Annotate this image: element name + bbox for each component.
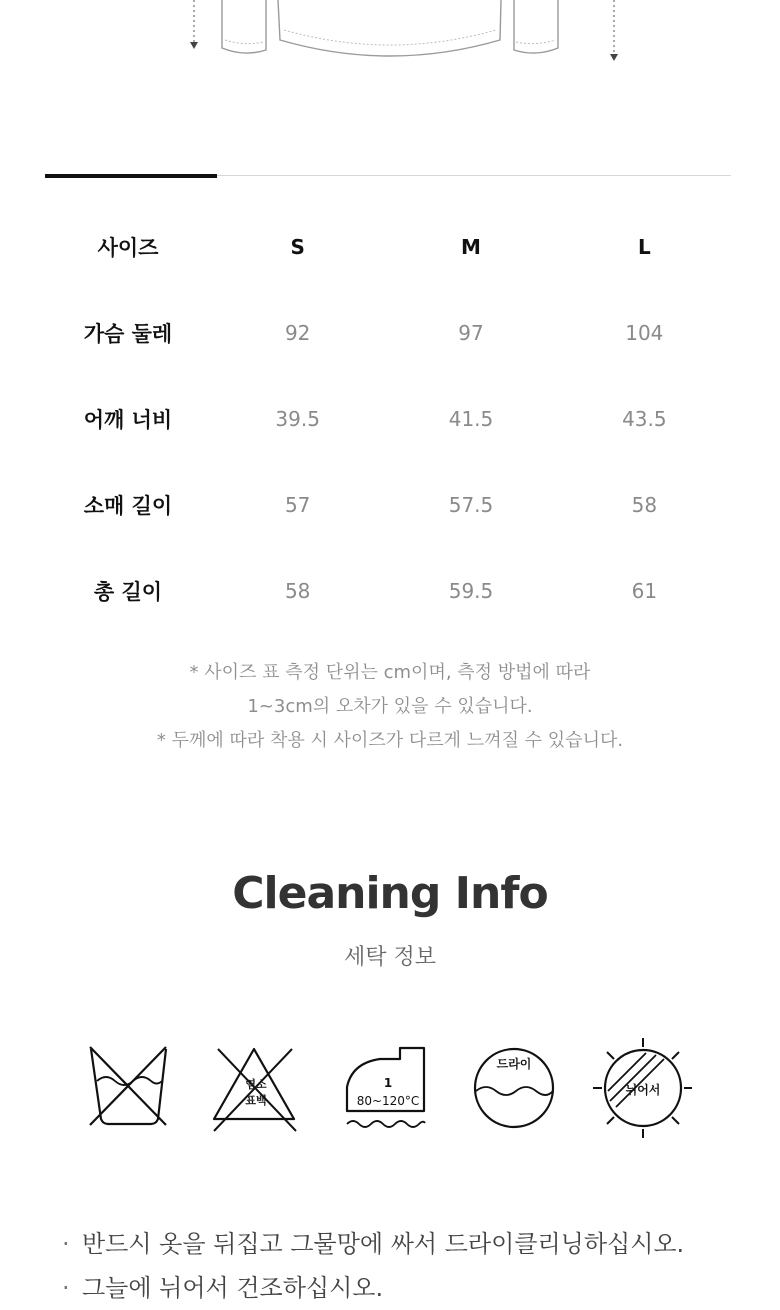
table-cell: 43.5 <box>622 407 667 431</box>
care-icons <box>0 1035 780 1145</box>
table-cell: 39.5 <box>275 407 320 431</box>
flat-dry-text: 뉘어서 <box>625 1083 661 1097</box>
size-table <box>45 204 731 634</box>
iron-temperature-text: 80~120°C <box>356 1094 420 1108</box>
table-cell: 58 <box>284 579 311 603</box>
garment-measurement-illustration <box>0 0 780 80</box>
row-label-shoulder: 어깨 너비 <box>83 408 173 432</box>
no-bleach-icon <box>214 1049 296 1131</box>
size-note-line: * 두께에 따라 착용 시 사이즈가 다르게 느껴질 수 있습니다. <box>156 730 624 751</box>
bullet-icon: · <box>62 1230 70 1258</box>
care-instructions <box>62 1222 762 1310</box>
no-bleach-text-line2: 표백 <box>245 1094 267 1107</box>
table-cell: 57 <box>284 493 311 517</box>
table-row <box>45 548 731 634</box>
no-bleach-text-line1: 염소 <box>245 1078 267 1091</box>
table-cell: 61 <box>631 579 658 603</box>
size-m-header: M <box>461 235 481 259</box>
dry-clean-icon <box>475 1049 553 1127</box>
size-note-line: * 사이즈 표 측정 단위는 cm이며, 측정 방법에 따라 <box>189 662 591 683</box>
no-wash-icon <box>90 1047 166 1125</box>
size-note-line: 1~3cm의 오차가 있을 수 있습니다. <box>247 696 533 717</box>
tab-active-indicator[interactable] <box>45 174 217 178</box>
table-header-row <box>45 204 731 290</box>
bullet-icon: · <box>62 1274 70 1302</box>
row-label-sleeve: 소매 길이 <box>83 494 173 518</box>
iron-icon <box>347 1048 425 1127</box>
table-cell: 97 <box>458 321 484 345</box>
dry-clean-text: 드라이 <box>496 1057 532 1071</box>
tab-indicator <box>45 174 731 178</box>
table-cell: 92 <box>284 321 311 345</box>
cleaning-info-title: Cleaning Info <box>232 868 548 919</box>
size-s-header: S <box>290 235 305 259</box>
size-header-label: 사이즈 <box>97 236 159 260</box>
iron-level-text: 1 <box>383 1076 393 1090</box>
cleaning-info-subtitle: 세탁 정보 <box>343 945 436 970</box>
instruction-item <box>62 1222 762 1266</box>
table-cell: 104 <box>625 321 664 345</box>
table-row <box>45 376 731 462</box>
flat-dry-shade-icon <box>593 1038 692 1138</box>
size-l-header: L <box>637 235 651 259</box>
table-cell: 41.5 <box>448 407 494 431</box>
size-note <box>0 656 780 758</box>
instruction-text: 반드시 옷을 뒤집고 그물망에 싸서 드라이클리닝하십시오. <box>82 1230 685 1258</box>
instruction-text: 그늘에 뉘어서 건조하십시오. <box>82 1274 384 1302</box>
row-label-chest: 가슴 둘레 <box>83 322 173 346</box>
instruction-item <box>62 1266 762 1310</box>
table-cell: 57.5 <box>448 493 494 517</box>
row-label-total-length: 총 길이 <box>93 580 163 604</box>
table-cell: 59.5 <box>448 579 494 603</box>
table-cell: 58 <box>631 493 658 517</box>
table-row <box>45 462 731 548</box>
table-row <box>45 290 731 376</box>
